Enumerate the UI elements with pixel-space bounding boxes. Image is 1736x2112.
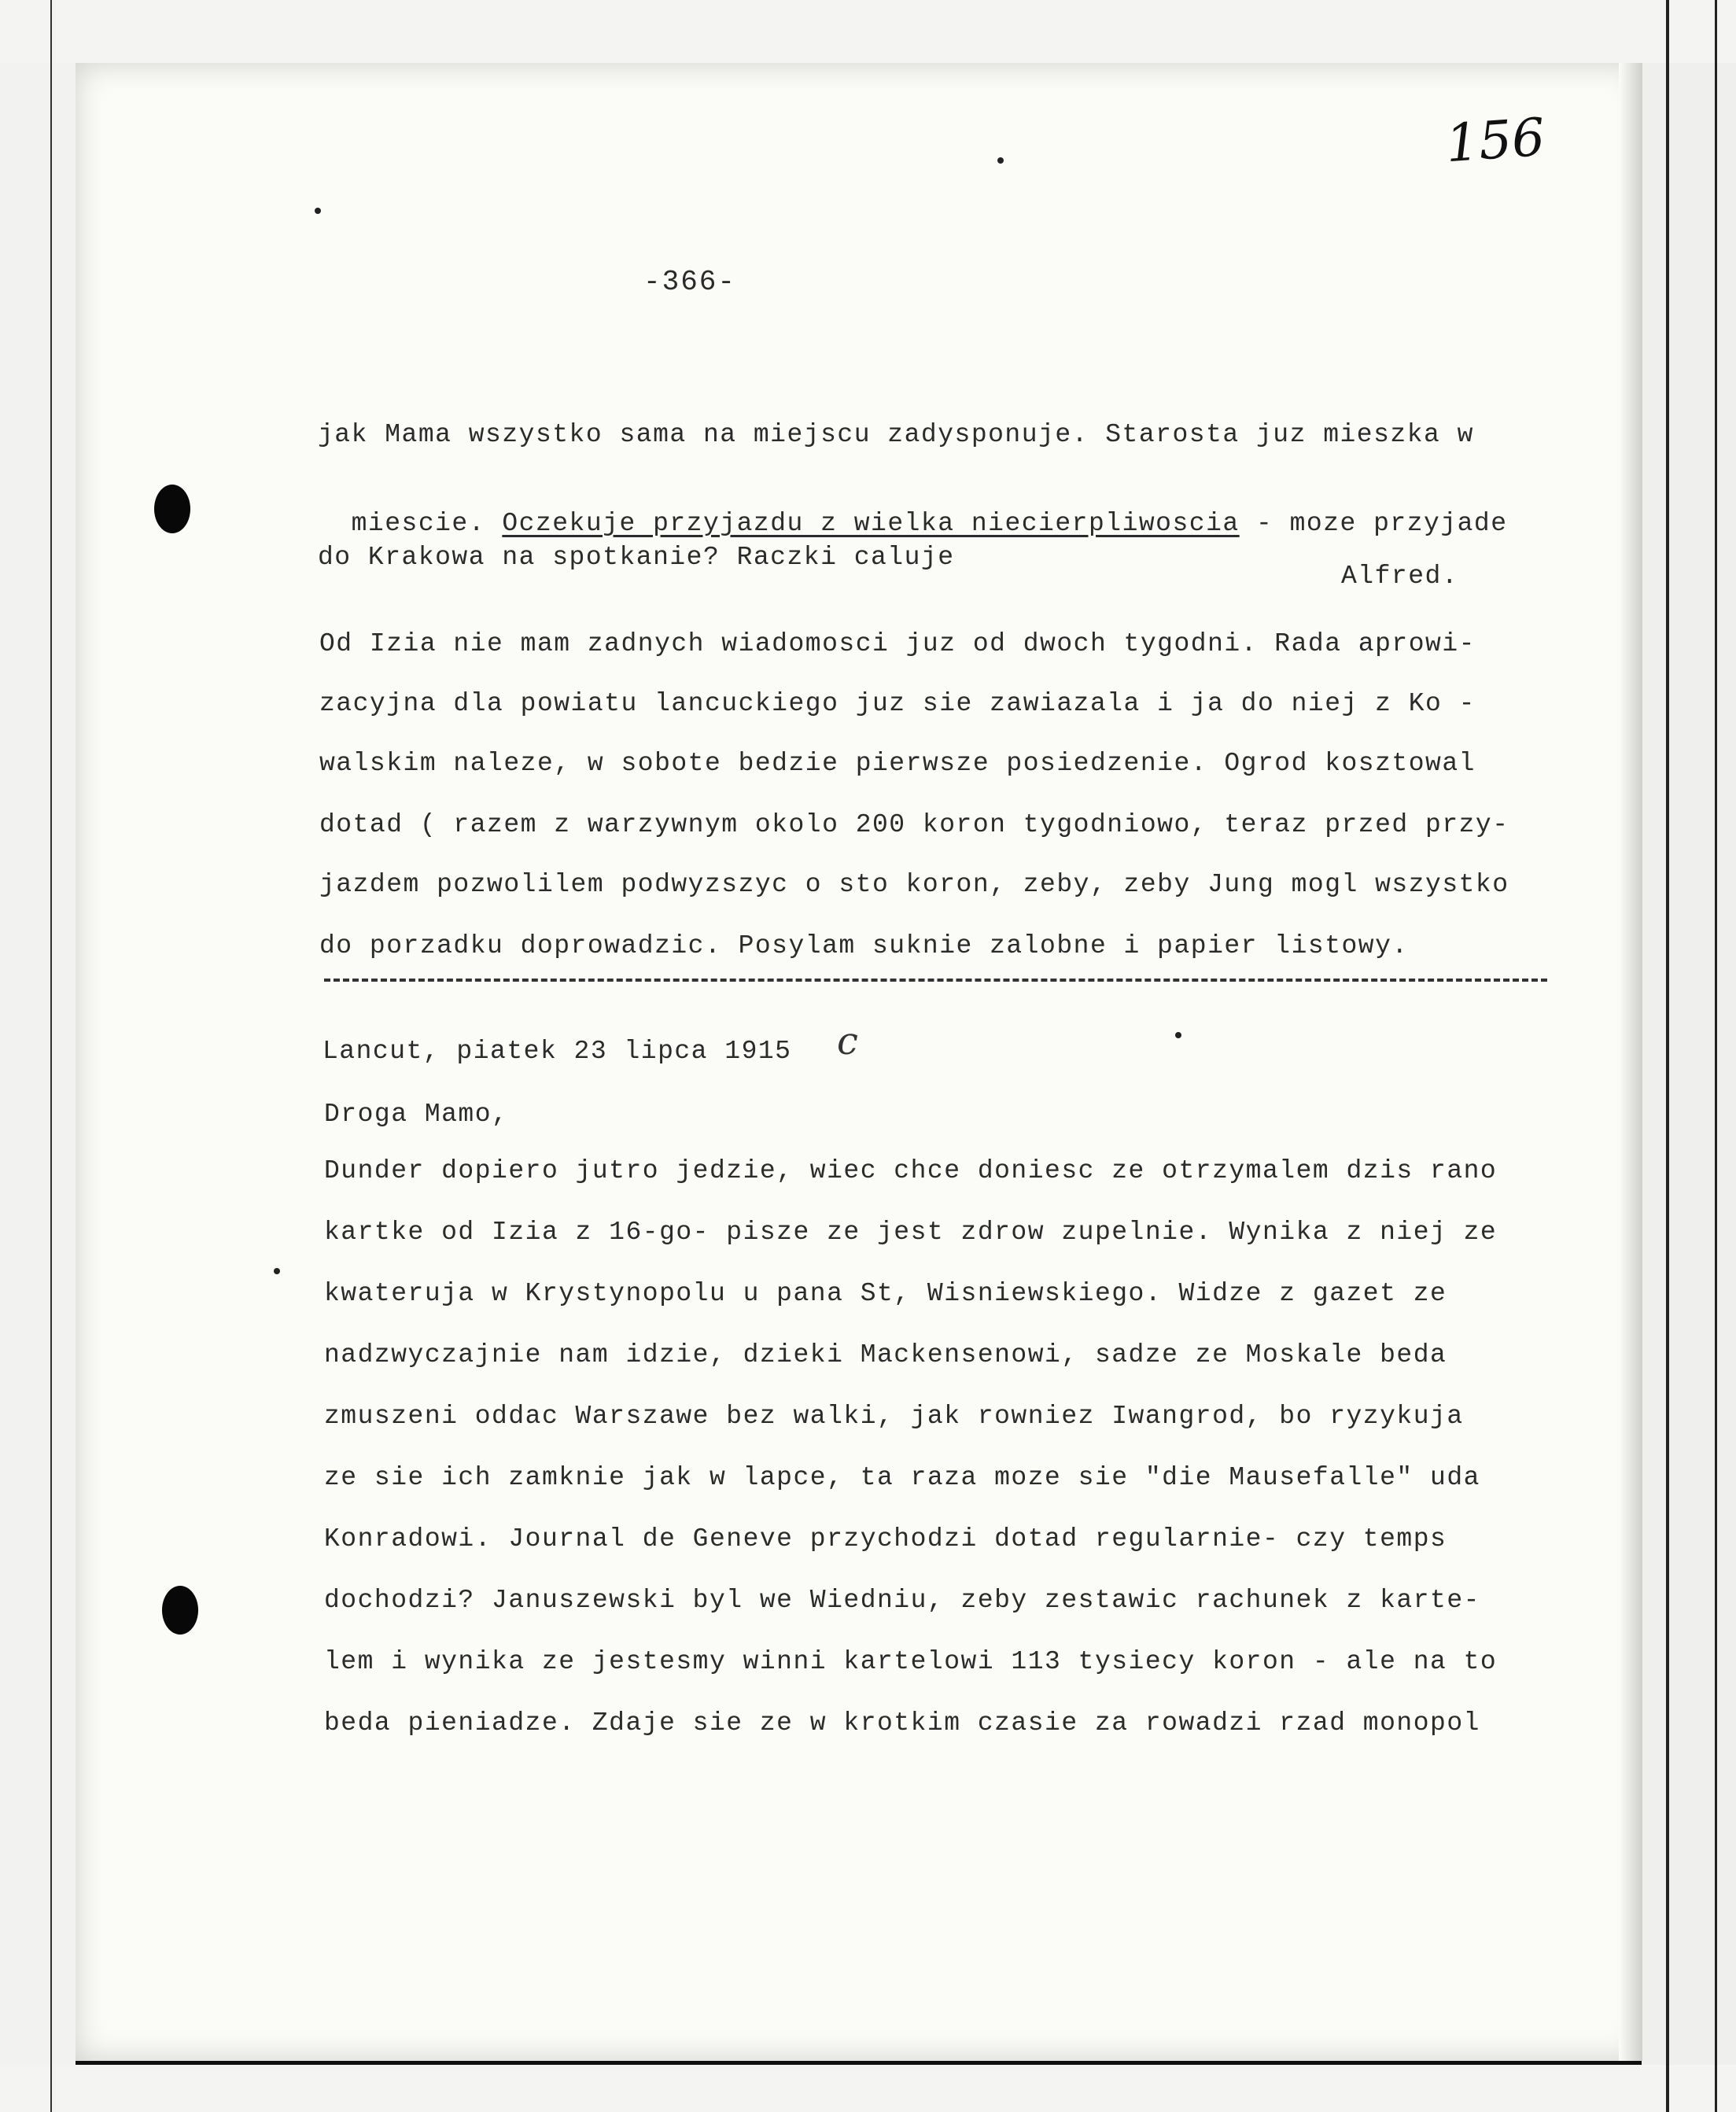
speck (274, 1268, 280, 1274)
text-line: nadzwyczajnie nam idzie, dzieki Mackensenowi, sadze ze Moskale beda (324, 1340, 1447, 1369)
page-number: -366- (643, 266, 737, 298)
text-fragment: miescie. (351, 509, 503, 538)
scan-right-border-line (1666, 0, 1669, 2112)
text-line: walskim naleze, w sobote bedzie pierwsze posiedzenie. Ogrod kosztowal (319, 749, 1476, 778)
signature: Alfred. (1341, 562, 1459, 591)
text-line: do Krakowa na spotkanie? Raczki caluje (318, 543, 955, 572)
text-line: kartke od Izia z 16-go- pisze ze jest zdrow zupelnie. Wynika z niej ze (324, 1218, 1498, 1247)
scan-right-strip (1642, 0, 1736, 2112)
text-line (318, 480, 1508, 538)
page-edge-shadow (1619, 63, 1642, 2061)
text-line: lem i wynika ze jestesmy winni kartelowi 113 tysiecy koron - ale na to (324, 1647, 1498, 1676)
punch-hole-top (154, 485, 190, 533)
text-fragment: - moze przyjade (1239, 509, 1508, 538)
scan-bottom-strip (0, 2065, 1736, 2112)
punch-hole-bottom (162, 1586, 198, 1635)
dashed-separator (324, 979, 1547, 982)
text-line: dochodzi? Januszewski byl we Wiedniu, zeby zestawic rachunek z karte- (324, 1586, 1480, 1615)
text-line: jak Mama wszystko sama na miejscu zadysponuje. Starosta juz mieszka w (318, 420, 1474, 449)
text-line: beda pieniadze. Zdaje sie ze w krotkim czasie za rowadzi rzad monopol (324, 1708, 1480, 1738)
speck (997, 157, 1004, 164)
text-line: Od Izia nie mam zadnych wiadomosci juz od dwoch tygodni. Rada aprowi- (319, 629, 1476, 658)
letter-dateline: Lancut, piatek 23 lipca 1915 (323, 1037, 792, 1066)
text-line: zacyjna dla powiatu lancuckiego juz sie zawiazala i ja do niej z Ko - (319, 689, 1476, 718)
text-line: kwateruja w Krystynopolu u pana St, Wisniewskiego. Widze z gazet ze (324, 1279, 1447, 1308)
scan-top-strip (0, 0, 1736, 63)
speck (315, 208, 321, 214)
scan-left-strip (0, 0, 76, 2112)
letter-salutation: Droga Mamo, (324, 1100, 509, 1129)
scan-right-border-line-2 (1715, 0, 1717, 2112)
text-line: dotad ( razem z warzywnym okolo 200 koron tygodniowo, teraz przed przy- (319, 810, 1509, 839)
text-line: ze sie ich zamknie jak w lapce, ta raza moze sie "die Mausefalle" uda (324, 1463, 1480, 1492)
handwritten-mark: c (837, 1019, 858, 1063)
text-line: do porzadku doprowadzic. Posylam suknie zalobne i papier listowy. (319, 931, 1409, 960)
underlined-phrase: Oczekuje przyjazdu z wielka niecierpliwoscia (502, 509, 1240, 538)
speck (1175, 1032, 1181, 1038)
text-line: Dunder dopiero jutro jedzie, wiec chce doniesc ze otrzymalem dzis rano (324, 1156, 1498, 1185)
scan-left-border-line (50, 0, 52, 2112)
text-line: zmuszeni oddac Warszawe bez walki, jak rowniez Iwangrod, bo ryzykuja (324, 1402, 1464, 1431)
text-line: jazdem pozwolilem podwyzszyc o sto koron, zeby, zeby Jung mogl wszystko (319, 870, 1509, 899)
document-page (76, 63, 1642, 2061)
text-line: Konradowi. Journal de Geneve przychodzi dotad regularnie- czy temps (324, 1524, 1447, 1554)
folio-number: 156 (1443, 106, 1547, 175)
